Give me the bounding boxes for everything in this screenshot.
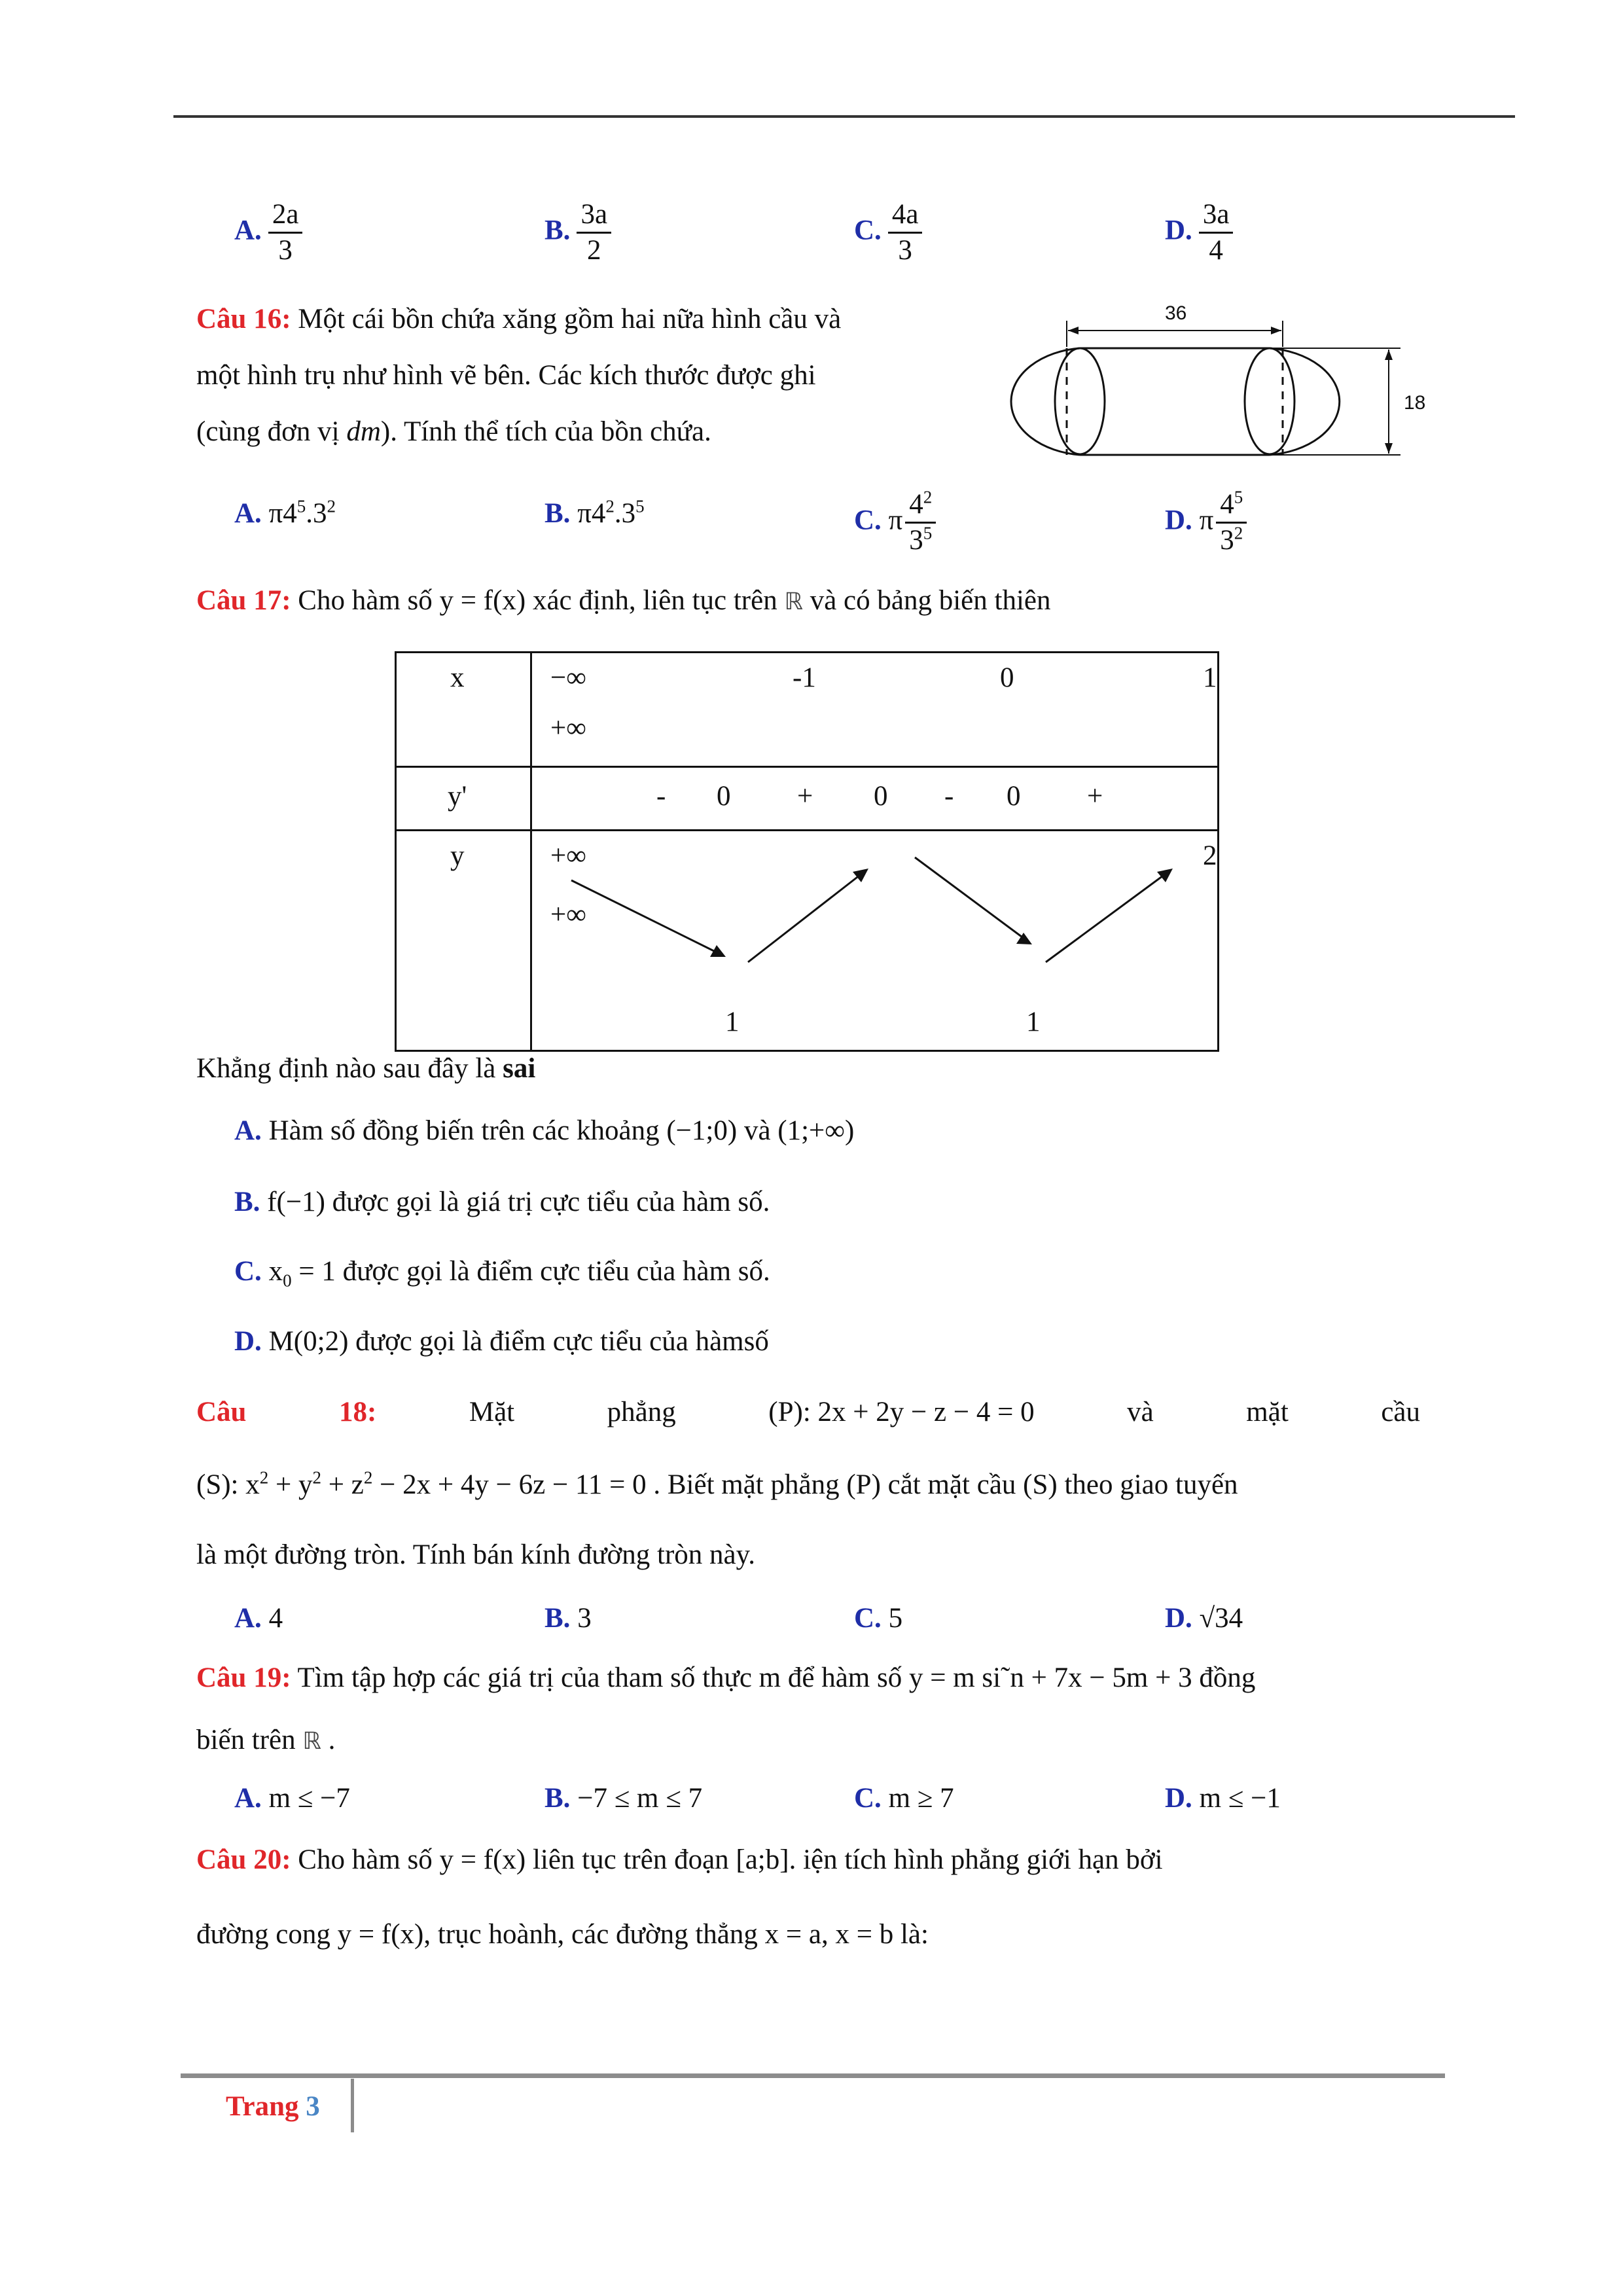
q18-option-d: D. √34 [1165, 1603, 1243, 1634]
page-number: Trang 3 [226, 2091, 320, 2122]
arrow-down-1 [571, 880, 723, 956]
vt-x-2: 0 [1000, 662, 1014, 693]
q19-line2: biến trên ℝ . [196, 1725, 336, 1755]
q15-option-c: C. $\frac{4a}{3}$ [854, 198, 922, 268]
dim-length-arrow-left [1068, 327, 1079, 334]
dim-height-label: 18 [1404, 392, 1426, 414]
q16-c-fraction: $\frac{4^2}{3^5}$ [905, 488, 936, 558]
q19-option-c: C. m ≥ 7 [854, 1783, 954, 1814]
q15-b-fraction: $\frac{3a}{2}$ [577, 198, 611, 268]
q19-option-d: D. m ≤ −1 [1165, 1783, 1281, 1814]
tank-right-cross-section [1245, 348, 1294, 454]
tank-left-hemisphere [1011, 348, 1080, 455]
q16-line2: một hình trụ như hình vẽ bên. Các kích thước được ghi [196, 360, 816, 391]
q20-line2: đường cong y = f(x), trục hoành, các đường thẳng x = a, x = b là: [196, 1919, 929, 1950]
q18-line3: là một đường tròn. Tính bán kính đường tròn này. [196, 1539, 756, 1570]
q18-option-a: A. 4 [234, 1603, 283, 1634]
q15-c-fraction: $\frac{4a}{3}$ [888, 198, 923, 268]
q16-option-a: A. $\pi 4^5.3^2$ [234, 496, 336, 529]
vt-yp-5: 0 [1007, 781, 1021, 812]
q15-option-d: D. $\frac{3a}{4}$ [1165, 198, 1233, 268]
dim-height-arrow-bottom [1385, 443, 1393, 454]
tank-left-cross-section [1055, 348, 1105, 454]
footer-divider [351, 2079, 354, 2132]
arrow-up-2 [1046, 870, 1170, 962]
q16-line1: Câu 16: Một cái bồn chứa xăng gồm hai nữa hình cầu và [196, 304, 842, 334]
q19-option-a: A. m ≤ −7 [234, 1783, 350, 1814]
q17-option-a: A. Hàm số đồng biến trên các khoảng (−1;0) và (1;+∞) [234, 1115, 855, 1146]
q15-option-b: B. $\frac{3a}{2}$ [544, 198, 611, 268]
q17-option-d: D. M(0;2) được gọi là điểm cực tiểu của hàmsố [234, 1326, 769, 1357]
vt-y-2: 2 [1203, 840, 1217, 871]
vt-y-0: +∞ [550, 840, 586, 871]
q18-option-b: B. 3 [544, 1603, 592, 1634]
q15-option-a: A. $\frac{2a}{3}$ [234, 198, 302, 268]
arrowhead-up-1 [853, 869, 868, 882]
vt-x-3: 1 [1203, 662, 1217, 693]
variation-table [395, 651, 1219, 1052]
q15-a-fraction: $\frac{2a}{3}$ [268, 198, 303, 268]
dim-length-arrow-right [1271, 327, 1281, 334]
q17-stem: Câu 17: Cho hàm số y = f(x) xác định, liên tục trên ℝ và có bảng biến thiên [196, 585, 1051, 616]
q20-line1: Câu 20: Cho hàm số y = f(x) liên tục trên đoạn [a;b]. iện tích hình phẳng giới hạn bởi [196, 1844, 1163, 1875]
q17-question: Khẳng định nào sau đây là sai [196, 1053, 536, 1084]
q19-line1: Câu 19: Tìm tập hợp các giá trị của tham số thực m để hàm số y = m si˜n + 7x − 5m + 3 đồng [196, 1662, 1256, 1693]
vt-y-4: 1 [1026, 1007, 1041, 1037]
q15-d-fraction: $\frac{3a}{4}$ [1199, 198, 1234, 268]
vt-x-0: −∞ [550, 662, 586, 693]
arrow-up-1 [748, 870, 866, 962]
vt-label-x: x [396, 653, 531, 767]
dim-length-label: 36 [1165, 302, 1187, 324]
q16-d-fraction: $\frac{4^5}{3^2}$ [1216, 488, 1247, 558]
fuel-tank-figure [1001, 295, 1453, 465]
q16-option-d: D. π $\frac{4^5}{3^2}$ [1165, 488, 1247, 558]
vt-arrows [532, 831, 1219, 1054]
dim-height-arrow-top [1385, 350, 1393, 360]
q18-line1: Câu 18: Mặt phẳng (P): 2x + 2y − z − 4 = 0 và mặt cầu [196, 1397, 1420, 1427]
q19-option-b: B. −7 ≤ m ≤ 7 [544, 1783, 703, 1814]
vt-row-yp [531, 767, 1219, 831]
footer-rule [181, 2073, 1445, 2078]
vt-row-x [531, 653, 1219, 767]
vt-yp-1: 0 [717, 781, 731, 812]
vt-row-y [531, 831, 1219, 1051]
vt-yp-4: - [944, 781, 954, 812]
header-rule [173, 115, 1515, 118]
q16-line3: (cùng đơn vị dm). Tính thể tích của bồn chứa. [196, 416, 711, 447]
q17-option-c: C. $x_0 = 1$ được gọi là điểm cực tiểu của hàm số. [234, 1256, 770, 1291]
arrowhead-up-2 [1157, 869, 1173, 882]
vt-y-1: +∞ [550, 899, 586, 930]
vt-yp-2: + [797, 781, 813, 812]
q16-option-c: C. π $\frac{4^2}{3^5}$ [854, 488, 936, 558]
vt-yp-3: 0 [874, 781, 888, 812]
vt-x-1: -1 [793, 662, 816, 693]
vt-label-yp: y' [396, 767, 531, 831]
q17-option-b: B. f(−1) được gọi là giá trị cực tiểu của hàm số. [234, 1187, 770, 1217]
arrow-down-2 [915, 857, 1029, 942]
vt-y-3: 1 [725, 1007, 740, 1037]
vt-yp-6: + [1087, 781, 1103, 812]
q18-line2: (S): $x^2 + y^2 + z^2 - 2x + 4y - 6z - 11 = 0$ . Biết mặt phẳng (P) cắt mặt cầu (S) theo giao tuyến [196, 1467, 1238, 1500]
tank-right-hemisphere [1270, 348, 1340, 455]
vt-yp-0: - [656, 781, 666, 812]
q18-option-c: C. 5 [854, 1603, 903, 1634]
q16-option-b: B. $\pi 4^2.3^5$ [544, 496, 645, 529]
vt-label-y: y [396, 831, 531, 1051]
vt-x-4: +∞ [550, 713, 586, 744]
